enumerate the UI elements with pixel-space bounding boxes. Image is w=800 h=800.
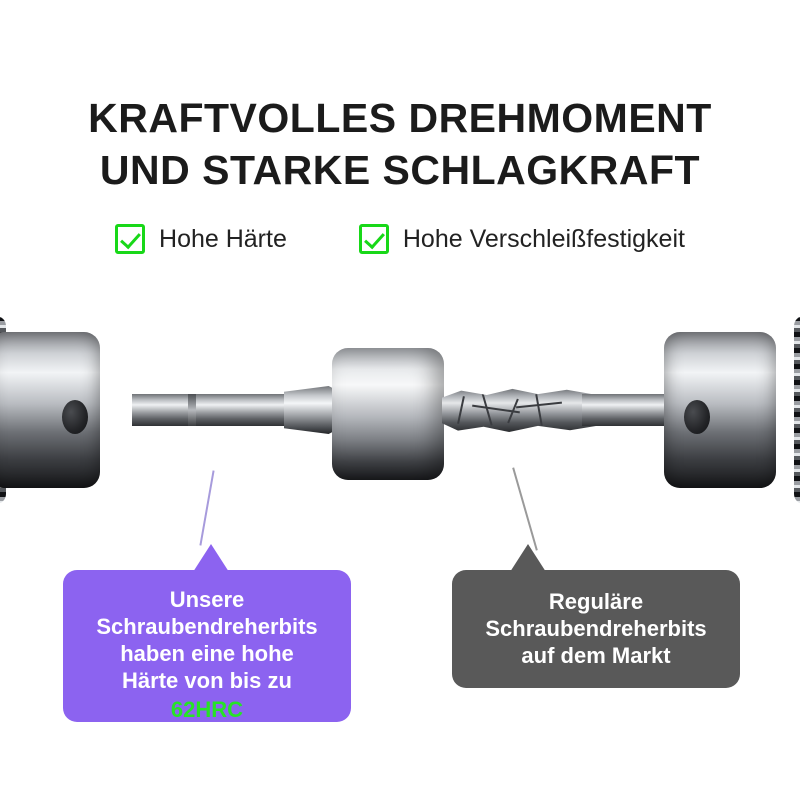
page-title-line-2: UND STARKE SCHLAGKRAFT [99, 147, 701, 193]
chuck-body [0, 332, 100, 488]
hardness-value-badge: 62HRC [170, 697, 244, 722]
callout-regular-line-3: auf dem Markt [521, 643, 671, 668]
drill-chuck-right [686, 310, 800, 510]
hex-shaft [582, 394, 668, 426]
feature-list [0, 224, 800, 254]
feature-label-wear-resistance: Hohe Verschleißfestigkeit [402, 224, 685, 253]
chuck-teeth-icon [794, 316, 800, 504]
checkbox-check-icon [359, 224, 389, 254]
callout-tail [193, 544, 229, 572]
crack-line [457, 396, 465, 424]
callout-our-line-1: Unsere [169, 587, 245, 612]
chuck-hole [684, 400, 710, 434]
feature-item-wear-resistance [359, 224, 685, 254]
callout-regular-bits [452, 570, 740, 688]
feature-item-hardness [115, 224, 287, 254]
callout-our-line-3: haben eine hohe [120, 641, 294, 666]
callout-our-line-4: Härte von bis zu [122, 668, 292, 693]
callout-regular-line-2: Schraubendreherbits [485, 616, 707, 641]
callout-tail [510, 544, 546, 572]
callout-our-line-2: Schraubendreherbits [96, 614, 318, 639]
chuck-body [664, 332, 776, 488]
hex-shaft [132, 394, 292, 426]
metal-block [332, 348, 444, 480]
callout-our-bits [63, 570, 351, 722]
feature-label-hardness: Hohe Härte [159, 224, 287, 253]
crack-line [535, 394, 543, 426]
checkbox-check-icon [115, 224, 145, 254]
drill-chuck-left [0, 310, 114, 510]
damaged-bit-tip [442, 388, 602, 432]
page-title-line-1: KRAFTVOLLES DREHMOMENT [88, 95, 712, 141]
screwdriver-bit-new [132, 388, 354, 432]
screwdriver-bit-damaged [442, 388, 668, 432]
chuck-hole [62, 400, 88, 434]
callout-regular-line-1: Reguläre [548, 589, 644, 614]
product-comparison-image [0, 300, 800, 530]
page-title [0, 92, 800, 196]
